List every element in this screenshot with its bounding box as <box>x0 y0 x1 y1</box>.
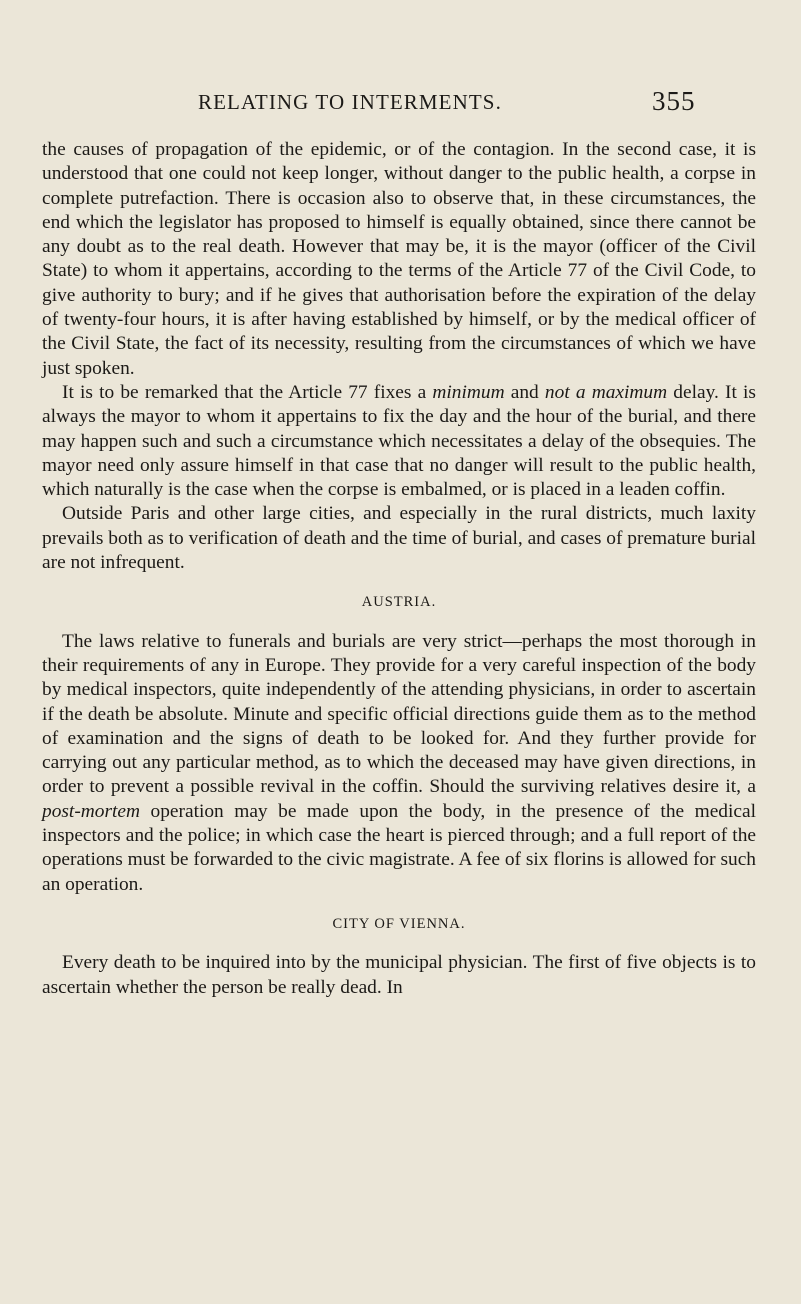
body-text <box>42 138 756 1000</box>
section-heading: AUSTRIA. <box>361 594 437 611</box>
page-header <box>0 86 801 126</box>
text-run: operation may be made upon the body, in the presence of the medical inspectors and the police; in which case the heart is pierced through; and a full report of the operations must be forwarded to the civic magistrate. A fee of six florins is allowed for such an operation. <box>42 800 756 895</box>
paragraph: Every death to be inquired into by the municipal physician. The first of five objects is to ascertain whether the person be really dead. In <box>42 952 756 998</box>
page-number: 355 <box>652 86 696 116</box>
running-title: RELATING TO INTERMENTS. <box>198 90 502 114</box>
paragraph: the causes of propagation of the epidemic, or of the contagion. In the second case, it is understood that one could not keep longer, without danger to the public health, a corpse in complete putrefaction. There is occasion also to observe that, in these circumstances, the end which the legislator has proposed to himself is equally obtained, since there cannot be any doubt as to the real death. However that may be, it is the mayor (officer of the Civil State) to whom it appertains, according to the terms of the Article 77 of the Civil Code, to give authority to bury; and if he gives that authorisation before the expiration of the delay of twenty-four hours, it is after having established by himself, or by the medical officer of the Civil State, the fact of its necessity, resulting from the circumstances of which we have just spoken. <box>42 139 756 379</box>
paragraph <box>42 381 756 502</box>
text-run: It is to be remarked that the Article 77 fixes a <box>62 381 433 403</box>
paragraph <box>42 630 756 897</box>
text-run: delay. It is always the mayor to whom it appertains to fix the day and the hour of the burial, and there may happen such and such a circumstance which necessitates a delay of the obsequies. The mayor need only assure himself in that case that no danger will result to the public health, which naturally is the case when the corpse is embalmed, or is placed in a leaden coffin. <box>42 381 756 501</box>
text-run: and <box>504 381 545 403</box>
paragraph: Outside Paris and other large cities, and especially in the rural districts, much laxity prevails both as to verification of death and the time of burial, and cases of premature burial are not infrequent. <box>42 503 756 574</box>
section-heading: CITY OF VIENNA. <box>332 915 466 932</box>
italic-term: minimum <box>432 381 505 403</box>
text-run: The laws relative to funerals and burials are very strict—perhaps the most thorough in their requirements of any in Europe. They provide for a very careful inspection of the body by medical inspectors, quite independently of the attending physicians, in order to ascertain if the death be absolute. Minute and specific official directions guide them as to the method of examination and the signs of death to be looked for. And they further provide for carrying out any particular method, as to which the deceased may have given directions, in order to prevent a possible revival in the coffin. Should the surviving relatives desire it, a <box>42 630 756 798</box>
italic-term: post-mortem <box>42 800 141 822</box>
italic-term: not a maximum <box>544 381 668 403</box>
